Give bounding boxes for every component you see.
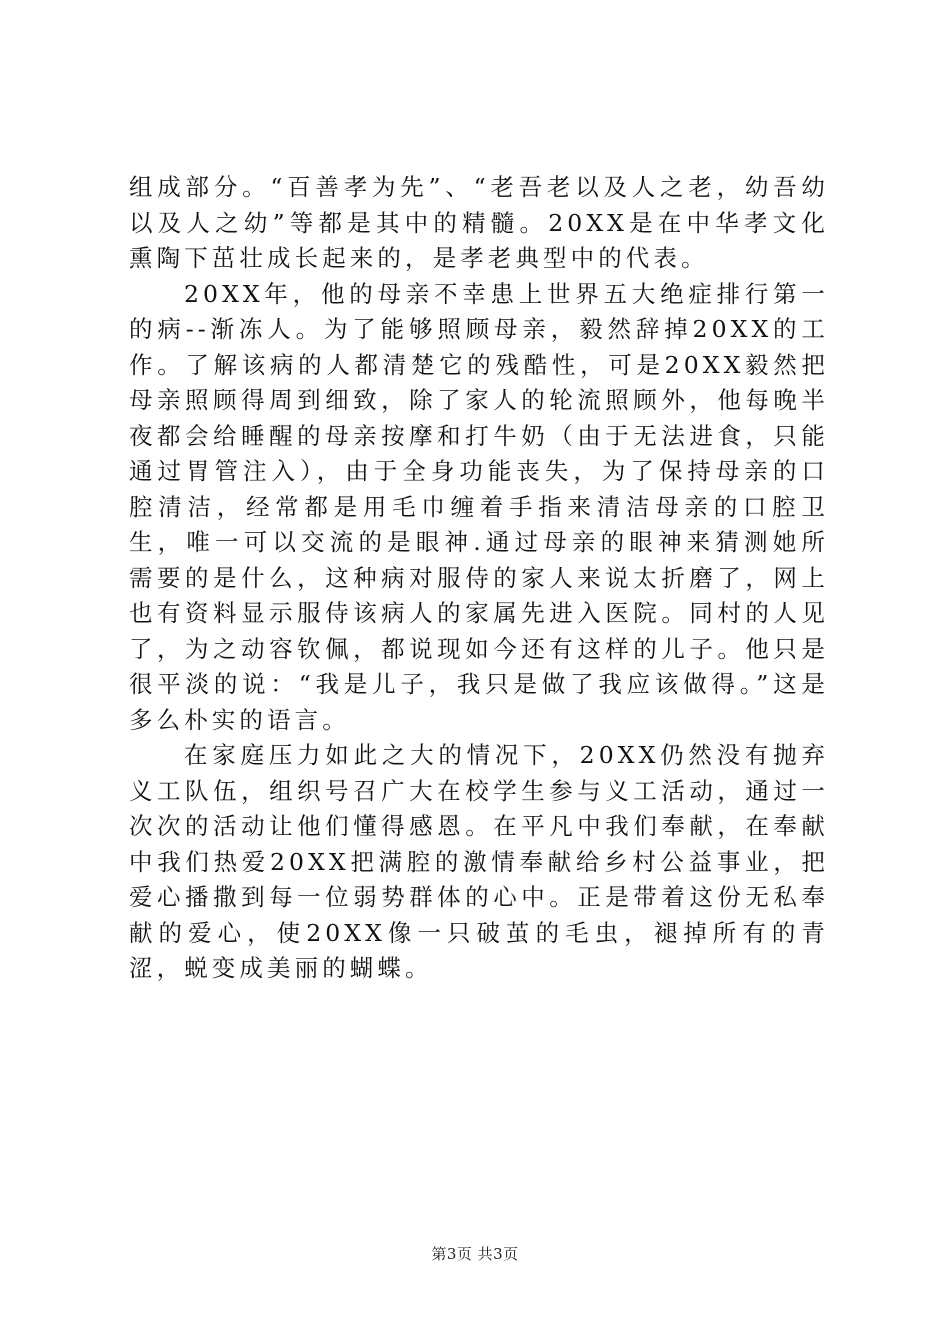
paragraph-mother-illness: 20XX年，他的母亲不幸患上世界五大绝症排行第一的病--渐冻人。为了能够照顾母亲，毅然辞掉20XX的工作。了解该病的人都清楚它的残酷性，可是20XX毅然把母亲照顾得周到细致，除了家人的轮流照顾外，他每晚半夜都会给睡醒的母亲按摩和打牛奶（由于无法进食，只能通过胃管注入），由于全身功能丧失，为了保持母亲的口腔清洁，经常都是用毛巾缠着手指来清洁母亲的口腔卫生，唯一可以交流的是眼神.通过母亲的眼神来猜测她所需要的是什么，这种病对服侍的家人来说太折磨了，网上也有资料显示服侍该病人的家属先进入医院。同村的人见了，为之动容钦佩，都说现如今还有这样的儿子。他只是很平淡的说：“我是儿子，我只是做了我应该做得。”这是多么朴实的语言。 xyxy=(129,279,829,734)
paragraph-continuation: 组成部分。“百善孝为先”、“老吾老以及人之老，幼吾幼以及人之幼”等都是其中的精髓。20XX是在中华孝文化熏陶下茁壮成长起来的，是孝老典型中的代表。 xyxy=(129,173,829,272)
body-text xyxy=(129,170,829,987)
paragraph-volunteer-work: 在家庭压力如此之大的情况下，20XX仍然没有抛弃义工队伍，组织号召广大在校学生参与义工活动，通过一次次的活动让他们懂得感恩。在平凡中我们奉献，在奉献中我们热爱20XX把满腔的激情奉献给乡村公益事业，把爱心播撒到每一位弱势群体的心中。正是带着这份无私奉献的爱心，使20XX像一只破茧的毛虫，褪掉所有的青涩，蜕变成美丽的蝴蝶。 xyxy=(129,741,829,982)
page-number-footer: 第3页 共3页 xyxy=(431,1245,519,1263)
